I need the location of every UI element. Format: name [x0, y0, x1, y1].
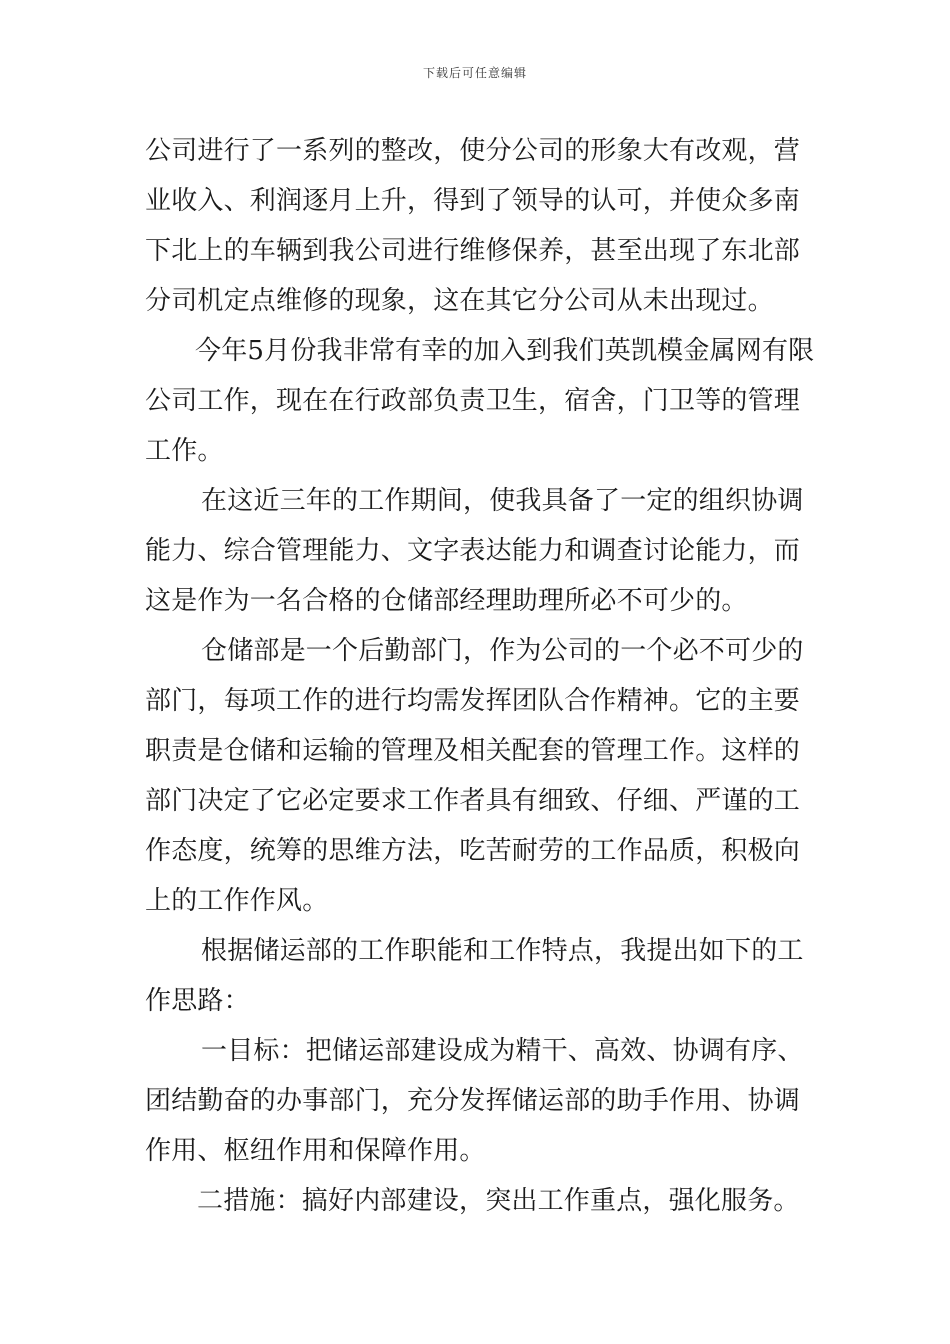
- text-line: 仓储部是一个后勤部门，作为公司的一个必不可少的: [201, 636, 804, 666]
- text-line: 下北上的车辆到我公司进行维修保养，甚至出现了东北部: [145, 236, 801, 266]
- text-line: 公司进行了一系列的整改，使分公司的形象大有改观，营: [145, 136, 801, 166]
- text-line: 今年5月份我非常有幸的加入到我们英凯模金属网有限: [195, 336, 815, 366]
- page-header: 下载后可任意编辑: [422, 66, 527, 80]
- text-line: 业收入、利润逐月上升，得到了领导的认可，并使众多南: [145, 186, 801, 216]
- text-line: 职责是仓储和运输的管理及相关配套的管理工作。这样的: [145, 736, 801, 766]
- text-line: 部门，每项工作的进行均需发挥团队合作精神。它的主要: [145, 686, 801, 716]
- text-line: 作思路：: [145, 986, 250, 1016]
- text-line: 这是作为一名合格的仓储部经理助理所必不可少的。: [145, 586, 748, 616]
- text-line: 在这近三年的工作期间，使我具备了一定的组织协调: [201, 486, 804, 516]
- text-line: 工作。: [145, 436, 224, 466]
- paragraph: [145, 1026, 805, 1176]
- text-line: 公司工作，现在在行政部负责卫生，宿舍，门卫等的管理: [145, 386, 801, 416]
- text-line: 团结勤奋的办事部门，充分发挥储运部的助手作用、协调: [145, 1086, 801, 1116]
- text-line: 作态度，统筹的思维方法，吃苦耐劳的工作品质，积极向: [145, 836, 801, 866]
- paragraph: [145, 1176, 805, 1226]
- text-line: 作用、枢纽作用和保障作用。: [145, 1136, 486, 1166]
- text-line: 一目标：把储运部建设成为精干、高效、协调有序、: [201, 1036, 804, 1066]
- text-line: 部门决定了它必定要求工作者具有细致、仔细、严谨的工: [145, 786, 801, 816]
- text-line: 分司机定点维修的现象，这在其它分公司从未出现过。: [145, 286, 774, 316]
- paragraph: [145, 626, 805, 926]
- text-line: 二措施：搞好内部建设，突出工作重点，强化服务。: [197, 1186, 800, 1216]
- paragraph: [145, 126, 805, 326]
- paragraph: [145, 326, 815, 476]
- paragraph: [145, 926, 805, 1026]
- paragraph: [145, 476, 805, 626]
- text-line: 能力、综合管理能力、文字表达能力和调查讨论能力，而: [145, 536, 801, 566]
- text-line: 上的工作作风。: [145, 886, 329, 916]
- text-line: 根据储运部的工作职能和工作特点，我提出如下的工: [201, 936, 804, 966]
- document-body: [145, 126, 815, 1226]
